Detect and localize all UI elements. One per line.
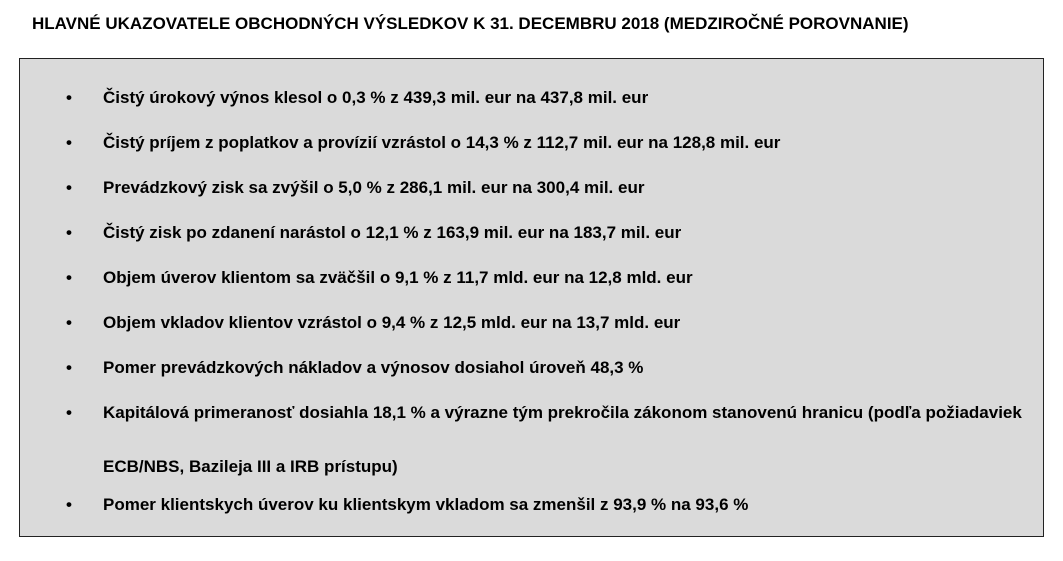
list-item-text: Objem úverov klientom sa zväčšil o 9,1 % z 11,7 mld. eur na 12,8 mld. eur <box>103 268 693 287</box>
bullet-icon: • <box>66 313 72 332</box>
list-item-text: Čistý príjem z poplatkov a provízií vzrástol o 14,3 % z 112,7 mil. eur na 128,8 mil. eur <box>103 133 781 152</box>
bullet-icon: • <box>66 268 72 287</box>
list-item-text: Čistý zisk po zdanení narástol o 12,1 % z 163,9 mil. eur na 183,7 mil. eur <box>103 223 682 242</box>
bullet-icon: • <box>66 403 72 422</box>
list-item-text: Pomer prevádzkových nákladov a výnosov dosiahol úroveň 48,3 % <box>103 358 644 377</box>
bullet-icon: • <box>66 495 72 514</box>
list-item-text: Čistý úrokový výnos klesol o 0,3 % z 439,3 mil. eur na 437,8 mil. eur <box>103 88 649 107</box>
bullet-icon: • <box>66 358 72 377</box>
highlights-box <box>19 58 1044 537</box>
bullet-icon: • <box>66 178 72 197</box>
bullet-icon: • <box>66 88 72 107</box>
bullet-icon: • <box>66 223 72 242</box>
list-item-text: Prevádzkový zisk sa zvýšil o 5,0 % z 286,1 mil. eur na 300,4 mil. eur <box>103 178 645 197</box>
list-item-text: Kapitálová primeranosť dosiahla 18,1 % a výrazne tým prekročila zákonom stanovenú hranicu (podľa požiadaviek ECB/NBS, Bazileja III a IRB prístupu) <box>103 403 1022 476</box>
bullet-icon: • <box>66 133 72 152</box>
page-title: HLAVNÉ UKAZOVATELE OBCHODNÝCH VÝSLEDKOV K 31. DECEMBRU 2018 (MEDZIROČNÉ POROVNANIE) <box>32 14 909 33</box>
list-item-text: Objem vkladov klientov vzrástol o 9,4 % z 12,5 mld. eur na 13,7 mld. eur <box>103 313 681 332</box>
list-item-text: Pomer klientskych úverov ku klientskym vkladom sa zmenšil z 93,9 % na 93,6 % <box>103 495 749 514</box>
